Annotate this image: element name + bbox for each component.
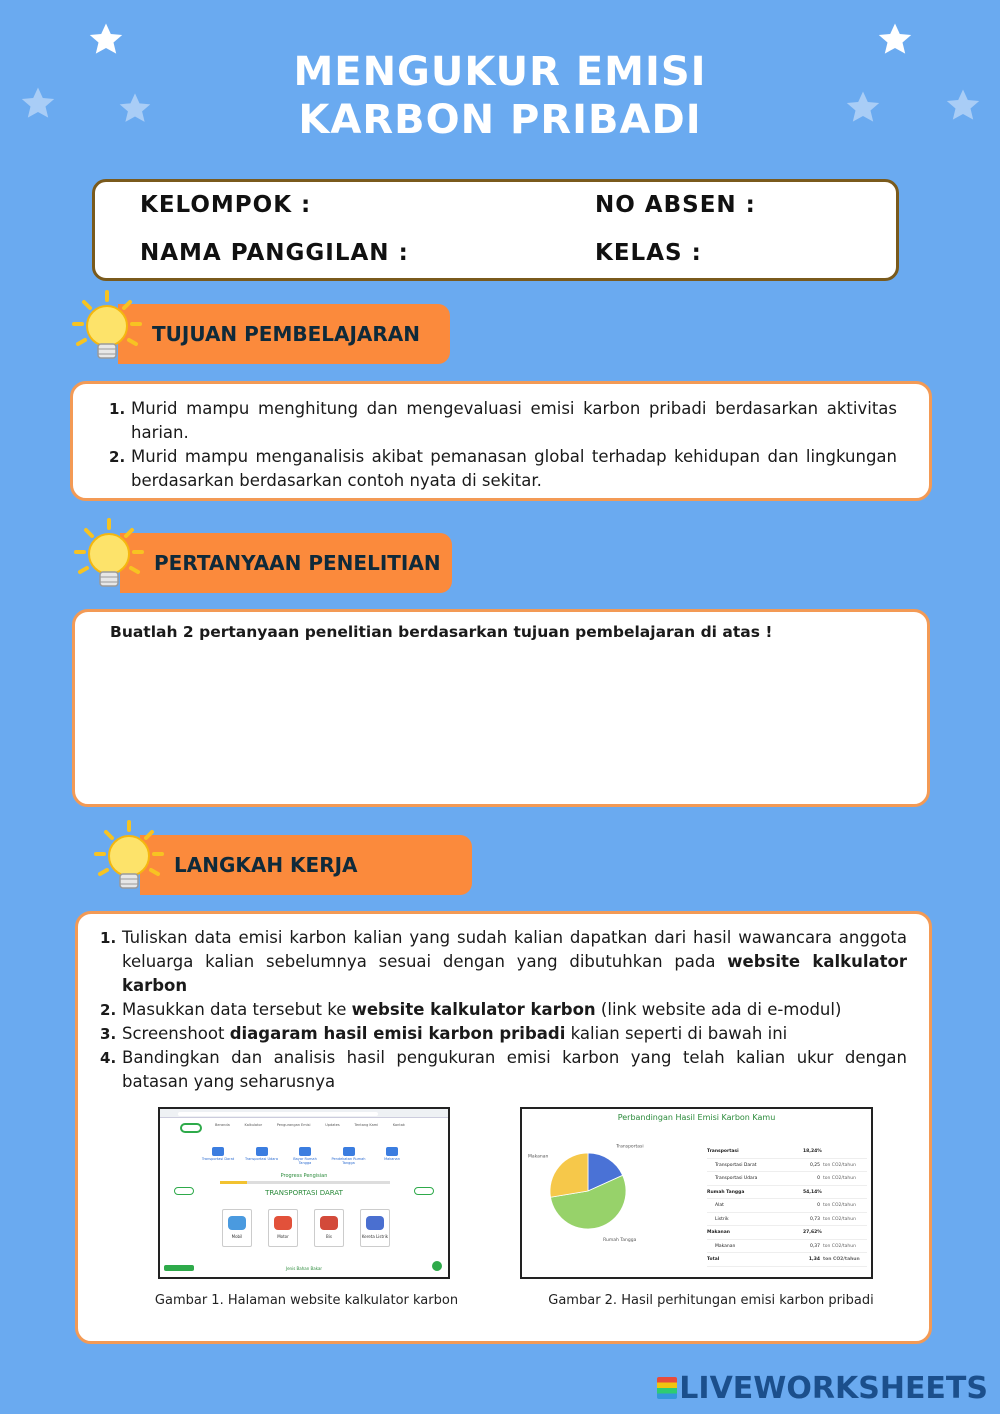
vehicle-card: Kereta Listrik — [360, 1209, 390, 1247]
question-prompt: Buatlah 2 pertanyaan penelitian berdasarkan tujuan pembelajaran di atas ! — [110, 623, 773, 641]
category-item: Makanan — [374, 1147, 410, 1165]
table-row: Alat 0 ton CO2/tahun — [707, 1199, 867, 1213]
pie-chart — [522, 1133, 702, 1273]
category-icon — [343, 1147, 355, 1156]
no-absen-label: NO ABSEN : — [595, 192, 756, 218]
pie-slice — [550, 1153, 588, 1197]
section-tag-pertanyaan: PERTANYAAN PENELITIAN — [120, 533, 452, 593]
table-row: Transportasi Udara 0 ton CO2/tahun — [707, 1172, 867, 1186]
table-row: Rumah Tangga 54,14% — [707, 1186, 867, 1200]
pie-label: Makanan — [527, 1154, 549, 1160]
vehicle-icon — [274, 1216, 292, 1230]
nav-item: Kalkulator — [244, 1123, 263, 1127]
vehicle-card: Motor — [268, 1209, 298, 1247]
nav-item: Pengurangan Emisi — [276, 1123, 311, 1127]
vehicle-card: Bis — [314, 1209, 344, 1247]
identity-box — [92, 179, 899, 281]
table-row: Transportasi 18,24% — [707, 1145, 867, 1159]
website-screenshot: Beranda Kalkulator Pengurangan Emisi Updates Tentang Kami Kontak Transportasi Darat Transportasi Udara Bayar Rumah Tangga Pendekatan Rumah Tangga Makanan Progress Pengisian TRANSPORTASI DARAT Mobil Motor Bis Kereta Listrik Jenis Bahan Bakar — [158, 1107, 450, 1279]
lightbulb-icon — [72, 290, 142, 366]
section-tag-langkah: LANGKAH KERJA — [140, 835, 472, 895]
category-item: Transportasi Darat — [200, 1147, 236, 1165]
category-item: Transportasi Udara — [244, 1147, 280, 1165]
kelompok-label: KELOMPOK : — [140, 192, 312, 218]
nama-panggilan-label: NAMA PANGGILAN : — [140, 240, 409, 266]
figure-1-caption: Gambar 1. Halaman website kalkulator karbon — [154, 1293, 459, 1308]
category-icon — [256, 1147, 268, 1156]
section-tag-tujuan: TUJUAN PEMBELAJARAN — [118, 304, 450, 364]
objectives-list — [97, 397, 897, 493]
pie-label: Transportasi — [616, 1144, 644, 1150]
table-row: Makanan 0,37 ton CO2/tahun — [707, 1240, 867, 1254]
list-item: Screenshoot diagaram hasil emisi karbon pribadi kalian seperti di bawah ini — [122, 1024, 788, 1043]
category-icon — [386, 1147, 398, 1156]
lightbulb-icon — [94, 820, 164, 896]
pie-label: Rumah Tangga — [603, 1237, 637, 1243]
objectives-card — [70, 381, 932, 501]
list-item: Murid mampu menganalisis akibat pemanasan global terhadap kehidupan dan lingkungan berdasarkan berdasarkan contoh nyata di sekitar. — [131, 447, 897, 490]
nav-item: Beranda — [215, 1123, 230, 1127]
table-row: Transportasi Darat 0,25 ton CO2/tahun — [707, 1159, 867, 1173]
vehicle-icon — [228, 1216, 246, 1230]
table-row: Total 1,34 ton CO2/tahun — [707, 1253, 867, 1267]
list-item: Masukkan data tersebut ke website kalkulator karbon (link website ada di e-modul) — [122, 1000, 842, 1019]
category-icon — [212, 1147, 224, 1156]
lightbulb-icon — [74, 518, 144, 594]
steps-list — [88, 926, 907, 1094]
category-item: Pendekatan Rumah Tangga — [331, 1147, 367, 1165]
category-icon — [299, 1147, 311, 1156]
list-item: Murid mampu menghitung dan mengevaluasi emisi karbon pribadi berdasarkan aktivitas harian. — [131, 399, 897, 442]
brand-logo: LIVEWORKSHEETS — [657, 1371, 988, 1406]
table-row: Listrik 0,73 ton CO2/tahun — [707, 1213, 867, 1227]
table-row: Makanan 27,62% — [707, 1226, 867, 1240]
nav-item: Updates — [325, 1123, 340, 1127]
vehicle-icon — [320, 1216, 338, 1230]
category-item: Bayar Rumah Tangga — [287, 1147, 323, 1165]
brand-mark-icon — [657, 1377, 677, 1399]
site-logo — [180, 1123, 202, 1133]
list-item: Bandingkan dan analisis hasil pengukuran emisi karbon yang telah kalian ukur dengan batasan yang seharusnya — [122, 1048, 907, 1091]
vehicle-icon — [366, 1216, 384, 1230]
result-screenshot: Perbandingan Hasil Emisi Karbon Kamu Transportasi Rumah Tangga Makanan Transportasi 18,24% Transportasi Darat 0,25 ton CO2/tahun Transportasi Udara 0 ton CO2/tahun Rumah Tangga 54,14% Alat 0 ton CO2/tahun Listrik 0,73 ton CO2/tahun Makanan 27,62% Makanan 0,37 ton CO2/tahun Total 1,34 ton CO2/tahun — [520, 1107, 873, 1279]
question-card[interactable] — [72, 609, 930, 807]
list-item: Tuliskan data emisi karbon kalian yang sudah kalian dapatkan dari hasil wawancara anggota keluarga kalian sebelumnya sesuai dengan yang dibutuhkan pada website kalkulator karbon — [122, 928, 907, 995]
vehicle-card: Mobil — [222, 1209, 252, 1247]
figure-2-caption: Gambar 2. Hasil perhitungan emisi karbon pribadi — [548, 1293, 874, 1308]
nav-item: Tentang Kami — [354, 1123, 379, 1127]
page-title: MENGUKUR EMISI KARBON PRIBADI — [293, 49, 707, 143]
nav-item: Kontak — [392, 1123, 405, 1127]
kelas-label: KELAS : — [595, 240, 702, 266]
